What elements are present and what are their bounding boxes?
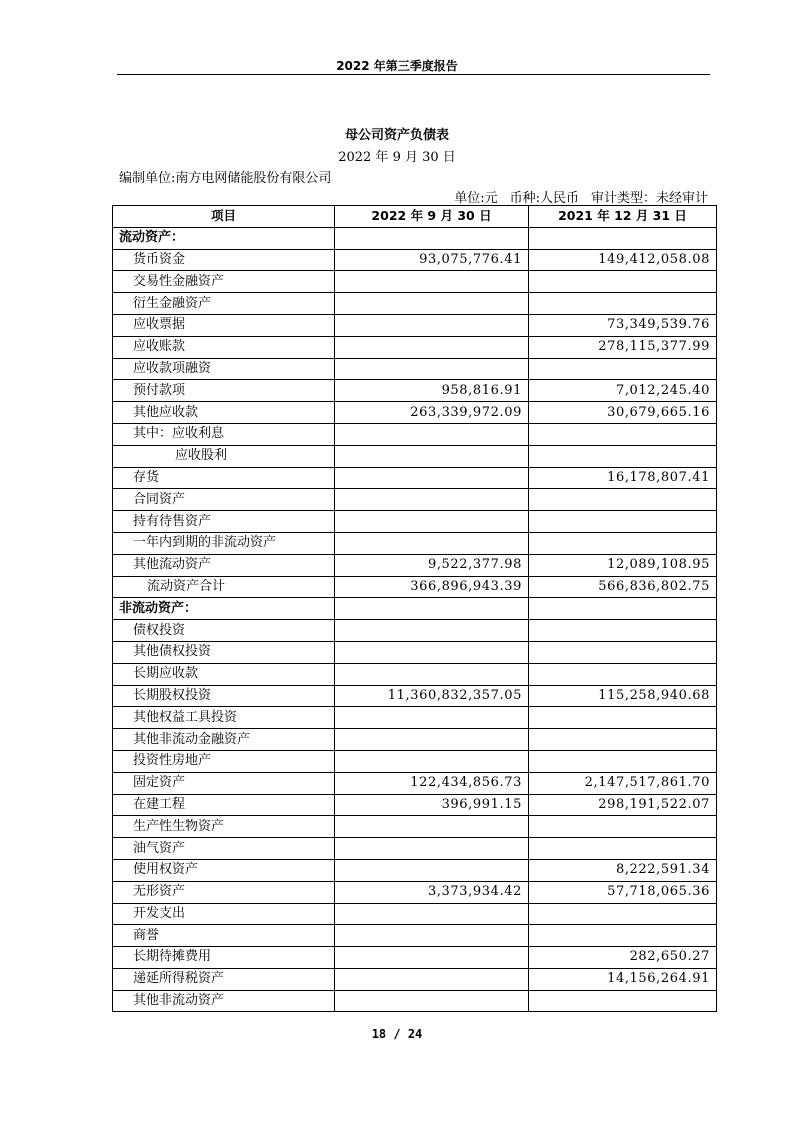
- preparer-company: 编制单位:南方电网储能股份有限公司: [119, 171, 332, 186]
- table-row: [113, 838, 717, 860]
- row-label: 债权投资: [113, 620, 335, 642]
- table-row: [113, 903, 717, 925]
- value-current: [335, 598, 529, 620]
- value-prior: 73,349,539.76: [529, 314, 717, 336]
- value-current: [335, 816, 529, 838]
- value-prior: [529, 729, 717, 751]
- table-row: [113, 380, 717, 402]
- table-row: [113, 336, 717, 358]
- value-prior: 149,412,058.08: [529, 249, 717, 271]
- row-label: 投资性房地产: [113, 750, 335, 772]
- value-current: [335, 925, 529, 947]
- table-row: [113, 859, 717, 881]
- row-label: 其他权益工具投资: [113, 707, 335, 729]
- row-label: 其他债权投资: [113, 641, 335, 663]
- header-divider: [117, 74, 710, 75]
- value-prior: 566,836,802.75: [529, 576, 717, 598]
- table-row: [113, 489, 717, 511]
- value-current: 3,373,934.42: [335, 881, 529, 903]
- value-current: [335, 423, 529, 445]
- table-row: [113, 968, 717, 990]
- value-prior: [529, 511, 717, 533]
- value-prior: 57,718,065.36: [529, 881, 717, 903]
- row-label: 其他非流动资产: [113, 990, 335, 1012]
- value-prior: [529, 838, 717, 860]
- value-current: [335, 336, 529, 358]
- value-prior: [529, 641, 717, 663]
- table-row: [113, 314, 717, 336]
- table-row: [113, 772, 717, 794]
- row-label: 长期股权投资: [113, 685, 335, 707]
- value-current: [335, 271, 529, 293]
- balance-sheet-table: [112, 205, 717, 1012]
- table-row: [113, 271, 717, 293]
- row-label: 其中：应收利息: [113, 423, 335, 445]
- value-prior: 14,156,264.91: [529, 968, 717, 990]
- row-label: 衍生金融资产: [113, 293, 335, 315]
- value-current: [335, 947, 529, 969]
- value-prior: [529, 293, 717, 315]
- table-row: [113, 729, 717, 751]
- report-header-title: 2022 年第三季度报告: [336, 59, 458, 73]
- row-label: 存货: [113, 467, 335, 489]
- table-row: [113, 293, 717, 315]
- value-current: 93,075,776.41: [335, 249, 529, 271]
- table-header-row: [113, 206, 717, 228]
- table-row: [113, 227, 717, 249]
- value-current: [335, 903, 529, 925]
- table-row: [113, 750, 717, 772]
- value-current: [335, 968, 529, 990]
- value-current: [335, 445, 529, 467]
- table-row: [113, 881, 717, 903]
- table-row: [113, 990, 717, 1012]
- value-prior: [529, 620, 717, 642]
- value-prior: [529, 990, 717, 1012]
- row-label: 长期待摊费用: [113, 947, 335, 969]
- statement-title: 母公司资产负债表: [344, 128, 449, 143]
- column-header-prior: 2021 年 12 月 31 日: [529, 206, 717, 228]
- value-prior: [529, 489, 717, 511]
- row-label: 货币资金: [113, 249, 335, 271]
- value-prior: 278,115,377.99: [529, 336, 717, 358]
- table-row: [113, 511, 717, 533]
- table-row: [113, 423, 717, 445]
- table-row: [113, 641, 717, 663]
- row-label: 合同资产: [113, 489, 335, 511]
- value-current: [335, 663, 529, 685]
- row-label: 使用权资产: [113, 859, 335, 881]
- row-label: 其他非流动金融资产: [113, 729, 335, 751]
- value-prior: 282,650.27: [529, 947, 717, 969]
- value-current: [335, 729, 529, 751]
- table-row: [113, 532, 717, 554]
- value-current: [335, 838, 529, 860]
- currency-label: 币种:人民币: [509, 191, 579, 206]
- row-label: 油气资产: [113, 838, 335, 860]
- value-current: [335, 293, 529, 315]
- row-label: 应收款项融资: [113, 358, 335, 380]
- row-label: 交易性金融资产: [113, 271, 335, 293]
- value-current: [335, 489, 529, 511]
- row-label: 应收票据: [113, 314, 335, 336]
- statement-date: 2022 年 9 月 30 日: [338, 150, 456, 165]
- column-header-item: 项目: [113, 206, 335, 228]
- table-row: [113, 707, 717, 729]
- row-label: 其他流动资产: [113, 554, 335, 576]
- value-prior: [529, 532, 717, 554]
- value-prior: [529, 358, 717, 380]
- table-row: [113, 576, 717, 598]
- table-row: [113, 402, 717, 424]
- value-prior: [529, 423, 717, 445]
- value-current: 958,816.91: [335, 380, 529, 402]
- value-prior: [529, 816, 717, 838]
- value-prior: [529, 903, 717, 925]
- table-row: [113, 794, 717, 816]
- value-current: [335, 990, 529, 1012]
- value-current: [335, 511, 529, 533]
- value-prior: 115,258,940.68: [529, 685, 717, 707]
- value-current: 263,339,972.09: [335, 402, 529, 424]
- value-current: [335, 641, 529, 663]
- value-prior: [529, 750, 717, 772]
- value-current: 9,522,377.98: [335, 554, 529, 576]
- row-label: 开发支出: [113, 903, 335, 925]
- value-current: [335, 358, 529, 380]
- table-row: [113, 947, 717, 969]
- value-current: 396,991.15: [335, 794, 529, 816]
- row-label: 一年内到期的非流动资产: [113, 532, 335, 554]
- value-prior: [529, 271, 717, 293]
- row-label: 应收账款: [113, 336, 335, 358]
- row-label: 流动资产合计: [113, 576, 335, 598]
- value-prior: 16,178,807.41: [529, 467, 717, 489]
- value-prior: 298,191,522.07: [529, 794, 717, 816]
- value-current: [335, 532, 529, 554]
- value-current: 366,896,943.39: [335, 576, 529, 598]
- value-prior: 2,147,517,861.70: [529, 772, 717, 794]
- value-current: [335, 750, 529, 772]
- table-row: [113, 554, 717, 576]
- value-current: 11,360,832,357.05: [335, 685, 529, 707]
- table-row: [113, 598, 717, 620]
- table-row: [113, 816, 717, 838]
- value-prior: [529, 598, 717, 620]
- table-row: [113, 620, 717, 642]
- value-prior: [529, 445, 717, 467]
- column-header-current: 2022 年 9 月 30 日: [335, 206, 529, 228]
- value-current: [335, 707, 529, 729]
- row-label: 长期应收款: [113, 663, 335, 685]
- row-label: 应收股利: [113, 445, 335, 467]
- table-row: [113, 249, 717, 271]
- value-current: [335, 620, 529, 642]
- page-number: 18 / 24: [371, 1027, 423, 1041]
- table-row: [113, 663, 717, 685]
- row-label: 预付款项: [113, 380, 335, 402]
- row-label: 流动资产：: [113, 227, 335, 249]
- value-current: 122,434,856.73: [335, 772, 529, 794]
- units-line: [442, 187, 708, 206]
- row-label: 持有待售资产: [113, 511, 335, 533]
- table-row: [113, 445, 717, 467]
- value-prior: 7,012,245.40: [529, 380, 717, 402]
- value-prior: [529, 663, 717, 685]
- value-prior: [529, 707, 717, 729]
- value-prior: 30,679,665.16: [529, 402, 717, 424]
- row-label: 无形资产: [113, 881, 335, 903]
- value-prior: 8,222,591.34: [529, 859, 717, 881]
- table-row: [113, 925, 717, 947]
- row-label: 非流动资产：: [113, 598, 335, 620]
- value-current: [335, 314, 529, 336]
- unit-label: 单位:元: [454, 191, 498, 206]
- value-prior: [529, 925, 717, 947]
- row-label: 在建工程: [113, 794, 335, 816]
- value-current: [335, 467, 529, 489]
- value-current: [335, 227, 529, 249]
- row-label: 固定资产: [113, 772, 335, 794]
- row-label: 商誉: [113, 925, 335, 947]
- row-label: 其他应收款: [113, 402, 335, 424]
- row-label: 生产性生物资产: [113, 816, 335, 838]
- value-prior: [529, 227, 717, 249]
- row-label: 递延所得税资产: [113, 968, 335, 990]
- table-row: [113, 358, 717, 380]
- value-prior: 12,089,108.95: [529, 554, 717, 576]
- value-current: [335, 859, 529, 881]
- table-row: [113, 685, 717, 707]
- table-row: [113, 467, 717, 489]
- audit-type-label: 审计类型：未经审计: [590, 191, 708, 206]
